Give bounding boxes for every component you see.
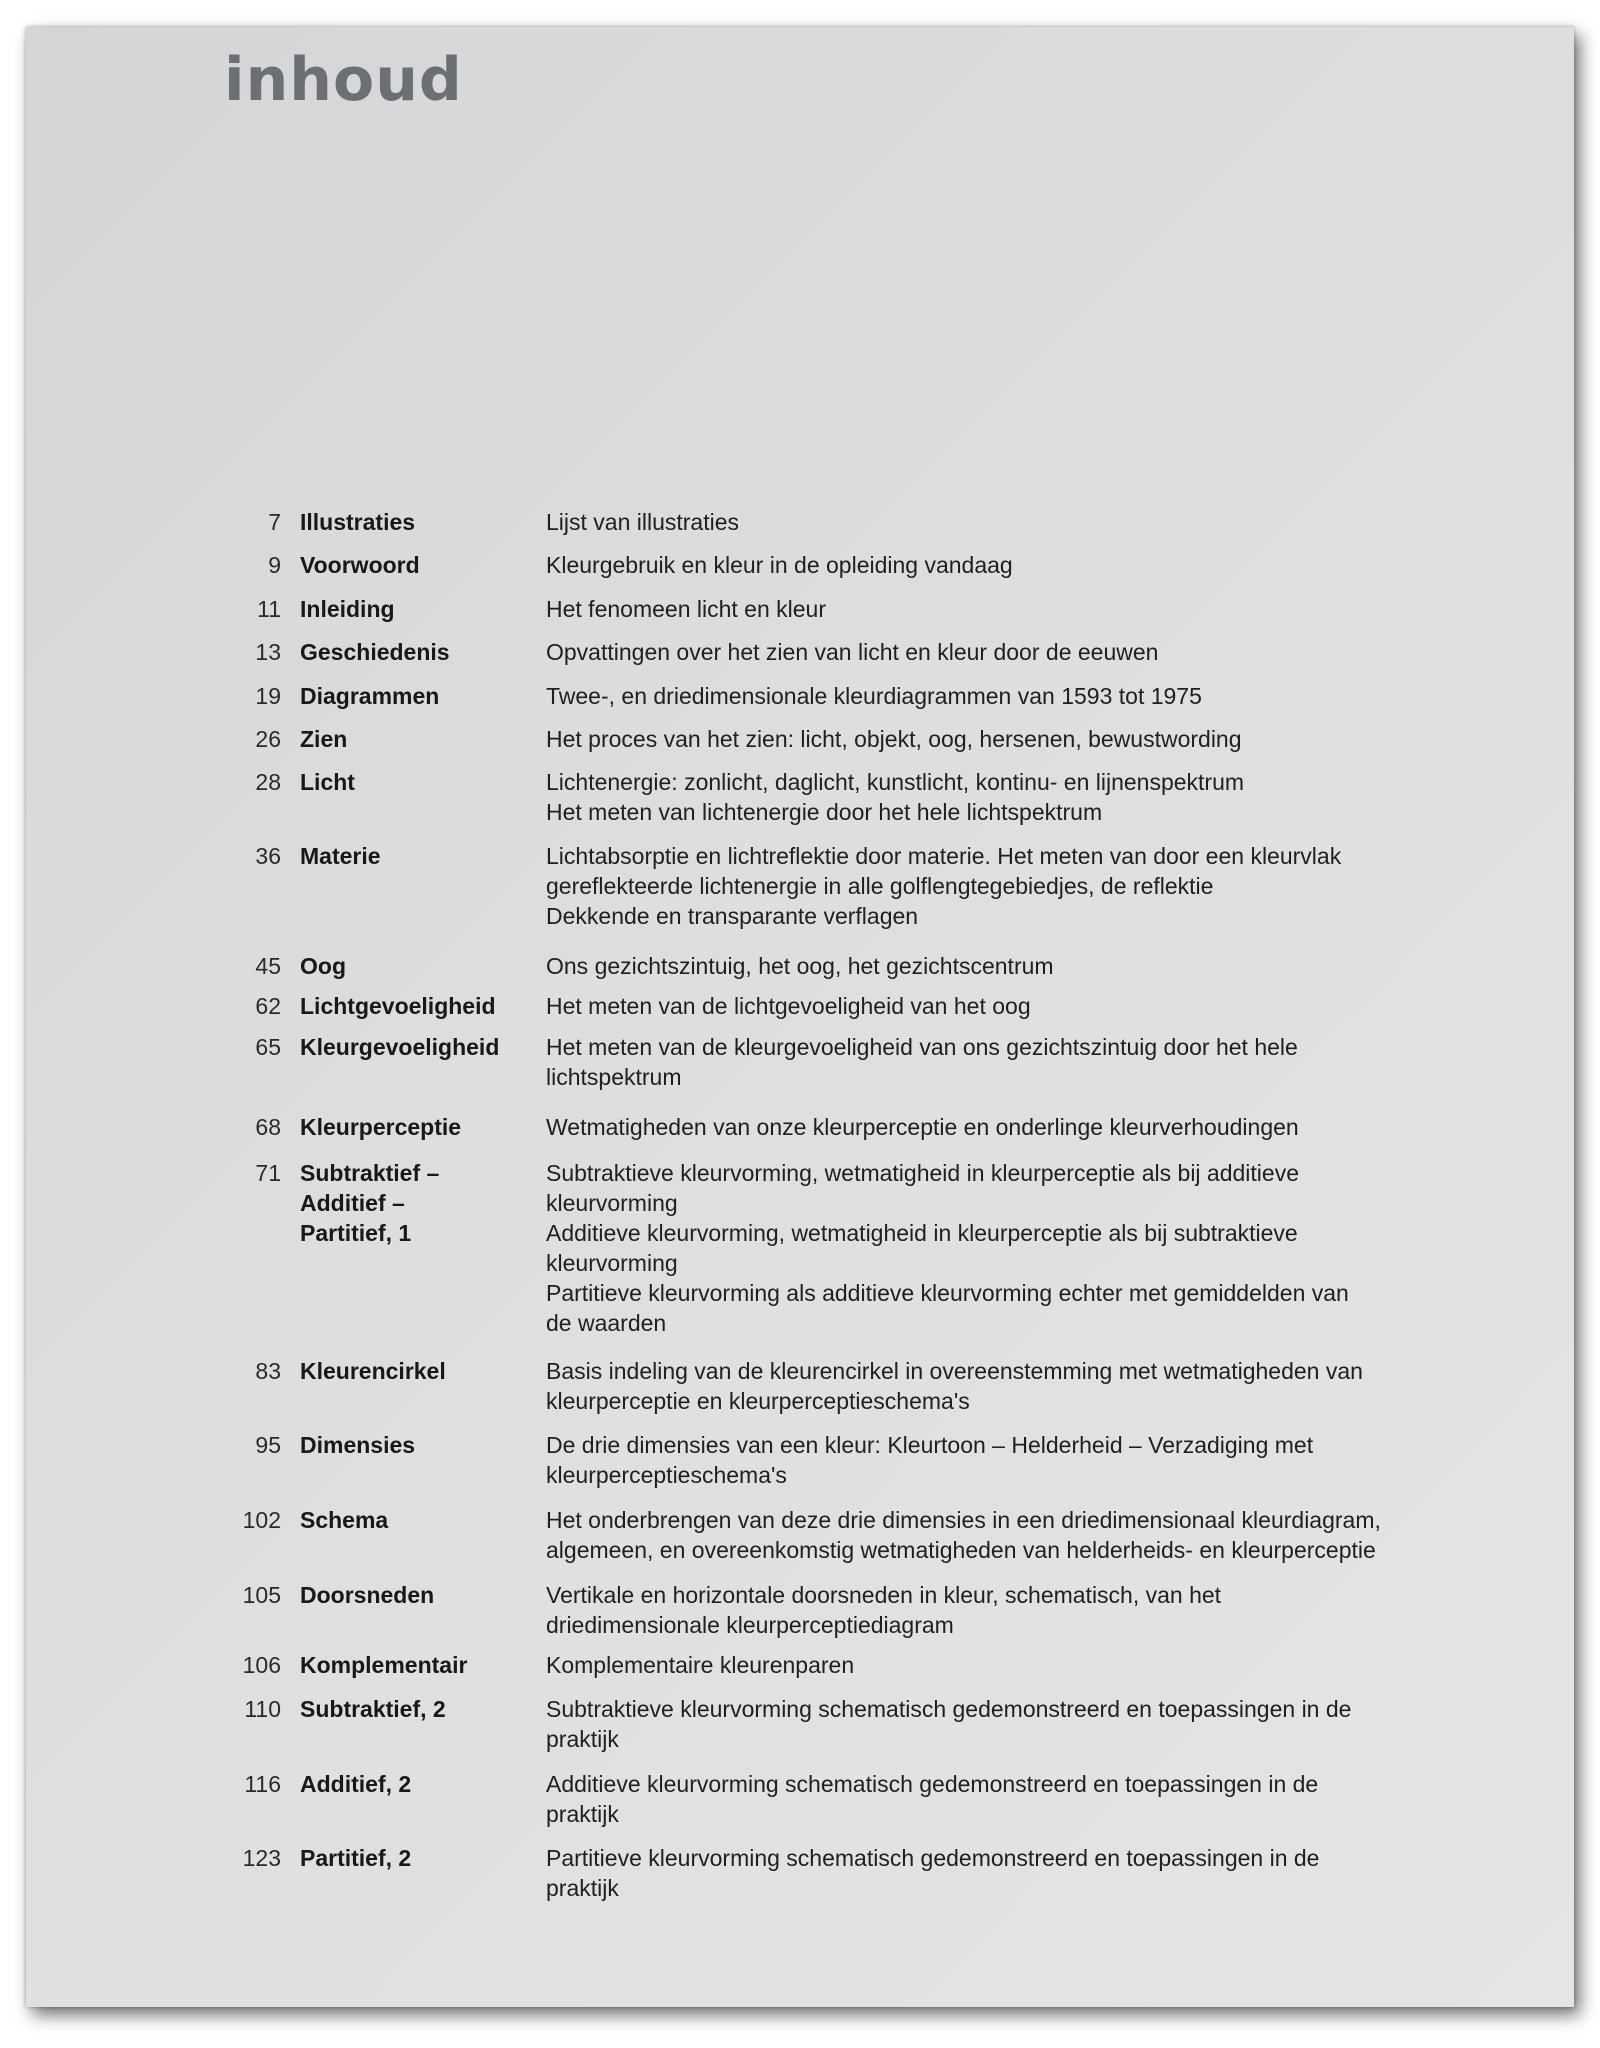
toc-chapter-title bbox=[300, 1580, 530, 1610]
toc-description bbox=[546, 1112, 1546, 1142]
toc-description bbox=[546, 550, 1546, 580]
toc-description bbox=[546, 681, 1546, 711]
toc-chapter-title-line: Lichtgevoeligheid bbox=[300, 993, 496, 1019]
toc-description-line: kleurvorming bbox=[546, 1190, 678, 1216]
toc-description-line: praktijk bbox=[546, 1875, 619, 1901]
toc-page-number: 9 bbox=[268, 552, 281, 578]
toc-description bbox=[546, 1650, 1546, 1680]
toc-description bbox=[546, 507, 1546, 537]
toc-description bbox=[546, 637, 1546, 667]
toc-chapter-title-line: Partitief, 2 bbox=[300, 1845, 412, 1871]
toc-page-number: 19 bbox=[255, 683, 281, 709]
toc-chapter-title-line: Inleiding bbox=[300, 596, 395, 622]
toc-description bbox=[546, 1769, 1546, 1829]
toc-chapter-title-line: Kleurgevoeligheid bbox=[300, 1034, 500, 1060]
toc-chapter-title-line: Materie bbox=[300, 843, 381, 869]
toc-chapter-title bbox=[300, 1769, 530, 1799]
toc-description-line: praktijk bbox=[546, 1801, 619, 1827]
toc-chapter-title-line: Subtraktief – bbox=[300, 1160, 440, 1186]
toc-description-line: Additieve kleurvorming schematisch gedemonstreerd en toepassingen in de bbox=[546, 1771, 1319, 1797]
toc-chapter-title bbox=[300, 1650, 530, 1680]
toc-chapter-title-line: Partitief, 1 bbox=[300, 1220, 412, 1246]
toc-description-line: Additieve kleurvorming, wetmatigheid in kleurperceptie als bij subtraktieve bbox=[546, 1220, 1298, 1246]
toc-description-line: Het fenomeen licht en kleur bbox=[546, 596, 826, 622]
toc-chapter-title bbox=[300, 724, 530, 754]
toc-chapter-title-line: Diagrammen bbox=[300, 683, 440, 709]
toc-page-number: 62 bbox=[255, 993, 281, 1019]
toc-chapter-title-line: Additief – bbox=[300, 1190, 405, 1216]
toc-chapter-title-line: Illustraties bbox=[300, 509, 416, 535]
toc-page-number: 102 bbox=[242, 1507, 281, 1533]
toc-description bbox=[546, 1158, 1546, 1338]
toc-description-line: Partitieve kleurvorming als additieve kleurvorming echter met gemiddelden van bbox=[546, 1280, 1349, 1306]
toc-description-line: Dekkende en transparante verflagen bbox=[546, 903, 919, 929]
toc-page-number: 26 bbox=[255, 726, 281, 752]
toc-description-line: Het meten van de lichtgevoeligheid van het oog bbox=[546, 993, 1031, 1019]
toc-description bbox=[546, 1430, 1546, 1490]
toc-page-number: 68 bbox=[255, 1114, 281, 1140]
toc-description-line: Het onderbrengen van deze drie dimensies in een driedimensionaal kleurdiagram, bbox=[546, 1507, 1381, 1533]
toc-chapter-title bbox=[300, 1112, 530, 1142]
toc-description-line: Subtraktieve kleurvorming schematisch gedemonstreerd en toepassingen in de bbox=[546, 1696, 1352, 1722]
toc-page-number: 105 bbox=[242, 1582, 281, 1608]
toc-chapter-title bbox=[300, 951, 530, 981]
toc-page-number: 7 bbox=[268, 509, 281, 535]
toc-page-number: 116 bbox=[244, 1771, 281, 1797]
toc-page-number: 45 bbox=[255, 953, 281, 979]
toc-description-line: Komplementaire kleurenparen bbox=[546, 1652, 855, 1678]
toc-chapter-title-line: Licht bbox=[300, 769, 355, 795]
toc-description-line: kleurperceptie en kleurperceptieschema's bbox=[546, 1388, 970, 1414]
toc-page-number: 110 bbox=[244, 1696, 281, 1722]
toc-description bbox=[546, 1843, 1546, 1903]
toc-description-line: lichtspektrum bbox=[546, 1064, 682, 1090]
toc-chapter-title-line: Geschiedenis bbox=[300, 639, 450, 665]
toc-chapter-title-line: Subtraktief, 2 bbox=[300, 1696, 446, 1722]
toc-description bbox=[546, 1356, 1546, 1416]
toc-description bbox=[546, 767, 1546, 827]
toc-page-number: 95 bbox=[255, 1432, 281, 1458]
toc-chapter-title-line: Komplementair bbox=[300, 1652, 468, 1678]
toc-page-number: 123 bbox=[242, 1845, 281, 1871]
table-of-contents bbox=[26, 27, 1574, 2007]
toc-description-line: de waarden bbox=[546, 1310, 667, 1336]
toc-description-line: kleurvorming bbox=[546, 1250, 678, 1276]
toc-description-line: Wetmatigheden van onze kleurperceptie en onderlinge kleurverhoudingen bbox=[546, 1114, 1299, 1140]
toc-description bbox=[546, 991, 1546, 1021]
toc-description-line: Opvattingen over het zien van licht en kleur door de eeuwen bbox=[546, 639, 1159, 665]
toc-chapter-title bbox=[300, 681, 530, 711]
toc-chapter-title bbox=[300, 1843, 530, 1873]
toc-chapter-title bbox=[300, 767, 530, 797]
toc-description-line: Het proces van het zien: licht, objekt, oog, hersenen, bewustwording bbox=[546, 726, 1242, 752]
toc-chapter-title bbox=[300, 507, 530, 537]
toc-description-line: praktijk bbox=[546, 1726, 619, 1752]
toc-description bbox=[546, 1505, 1546, 1565]
toc-chapter-title-line: Additief, 2 bbox=[300, 1771, 412, 1797]
toc-description bbox=[546, 1694, 1546, 1754]
toc-chapter-title-line: Kleurencirkel bbox=[300, 1358, 446, 1384]
toc-description-line: Lijst van illustraties bbox=[546, 509, 740, 535]
toc-chapter-title bbox=[300, 1158, 530, 1248]
toc-description-line: Subtraktieve kleurvorming, wetmatigheid in kleurperceptie als bij additieve bbox=[546, 1160, 1299, 1186]
toc-chapter-title bbox=[300, 991, 530, 1021]
toc-chapter-title-line: Kleurperceptie bbox=[300, 1114, 462, 1140]
toc-chapter-title-line: Oog bbox=[300, 953, 346, 979]
toc-description bbox=[546, 594, 1546, 624]
toc-description-line: gereflekteerde lichtenergie in alle golflengtegebiedjes, de reflektie bbox=[546, 873, 1214, 899]
toc-chapter-title bbox=[300, 550, 530, 580]
toc-description-line: Lichtabsorptie en lichtreflektie door materie. Het meten van door een kleurvlak bbox=[546, 843, 1342, 869]
toc-description bbox=[546, 1580, 1546, 1640]
page-title: inhoud bbox=[224, 45, 463, 115]
toc-page-number: 65 bbox=[255, 1034, 281, 1060]
toc-description-line: Het meten van lichtenergie door het hele lichtspektrum bbox=[546, 799, 1103, 825]
toc-chapter-title bbox=[300, 1505, 530, 1535]
toc-page-number: 36 bbox=[255, 843, 281, 869]
toc-chapter-title bbox=[300, 1032, 530, 1062]
toc-chapter-title bbox=[300, 594, 530, 624]
toc-page-number: 71 bbox=[255, 1160, 281, 1186]
toc-description-line: Lichtenergie: zonlicht, daglicht, kunstlicht, kontinu- en lijnenspektrum bbox=[546, 769, 1245, 795]
toc-chapter-title bbox=[300, 637, 530, 667]
toc-description-line: algemeen, en overeenkomstig wetmatigheden van helderheids- en kleurperceptie bbox=[546, 1537, 1376, 1563]
toc-page-number: 106 bbox=[242, 1652, 281, 1678]
toc-chapter-title-line: Doorsneden bbox=[300, 1582, 435, 1608]
toc-description-line: Twee-, en driedimensionale kleurdiagrammen van 1593 tot 1975 bbox=[546, 683, 1202, 709]
toc-chapter-title-line: Voorwoord bbox=[300, 552, 420, 578]
toc-page-number: 13 bbox=[255, 639, 281, 665]
toc-page-number: 28 bbox=[255, 769, 281, 795]
toc-description bbox=[546, 724, 1546, 754]
toc-chapter-title bbox=[300, 841, 530, 871]
toc-chapter-title bbox=[300, 1694, 530, 1724]
toc-description-line: kleurperceptieschema's bbox=[546, 1462, 787, 1488]
toc-description-line: Vertikale en horizontale doorsneden in kleur, schematisch, van het bbox=[546, 1582, 1222, 1608]
toc-description-line: Het meten van de kleurgevoeligheid van ons gezichtszintuig door het hele bbox=[546, 1034, 1298, 1060]
toc-description-line: driedimensionale kleurperceptiediagram bbox=[546, 1612, 954, 1638]
toc-description-line: De drie dimensies van een kleur: Kleurtoon – Helderheid – Verzadiging met bbox=[546, 1432, 1314, 1458]
toc-description-line: Basis indeling van de kleurencirkel in overeenstemming met wetmatigheden van bbox=[546, 1358, 1363, 1384]
toc-page-number: 11 bbox=[257, 596, 281, 622]
document-page bbox=[26, 27, 1574, 2007]
toc-description-line: Kleurgebruik en kleur in de opleiding vandaag bbox=[546, 552, 1013, 578]
toc-description bbox=[546, 951, 1546, 981]
toc-description-line: Partitieve kleurvorming schematisch gedemonstreerd en toepassingen in de bbox=[546, 1845, 1320, 1871]
toc-description bbox=[546, 841, 1546, 931]
toc-description bbox=[546, 1032, 1546, 1092]
toc-chapter-title bbox=[300, 1356, 530, 1386]
toc-page-number: 83 bbox=[255, 1358, 281, 1384]
toc-chapter-title bbox=[300, 1430, 530, 1460]
toc-chapter-title-line: Zien bbox=[300, 726, 348, 752]
toc-chapter-title-line: Schema bbox=[300, 1507, 389, 1533]
toc-chapter-title-line: Dimensies bbox=[300, 1432, 416, 1458]
toc-description-line: Ons gezichtszintuig, het oog, het gezichtscentrum bbox=[546, 953, 1054, 979]
